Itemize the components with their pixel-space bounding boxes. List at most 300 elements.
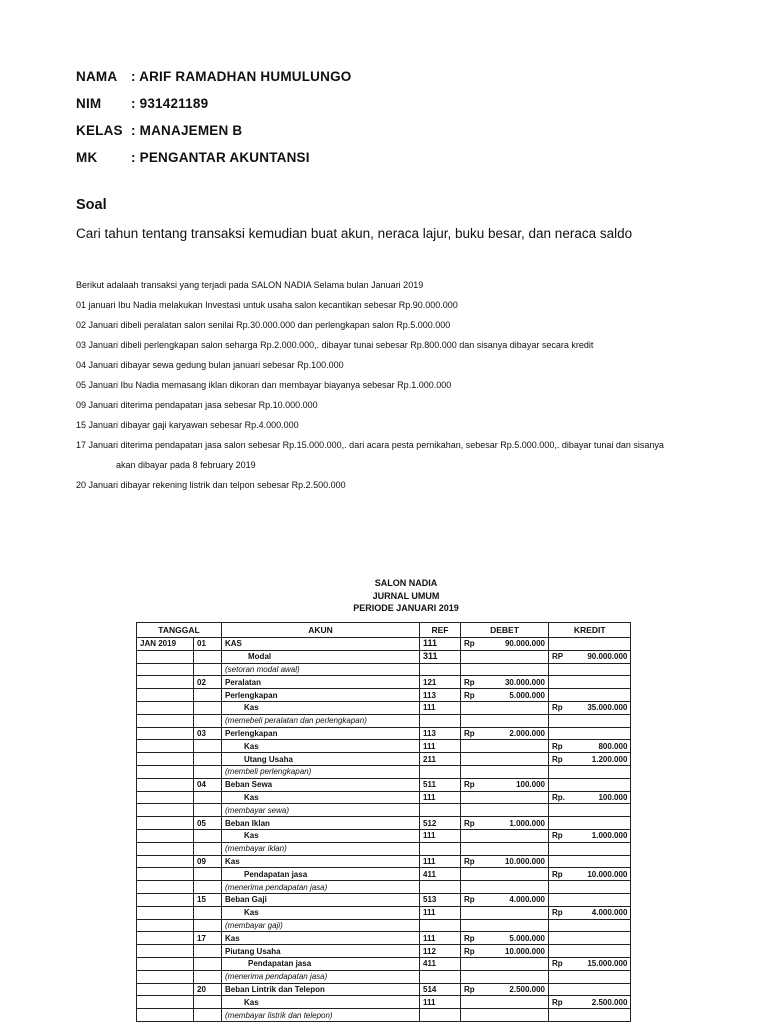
journal-cell-debet [481, 881, 549, 894]
journal-cell-month [137, 945, 194, 958]
journal-row [137, 727, 631, 740]
journal-cell-akun: Utang Usaha [222, 753, 420, 766]
journal-cell-akun: (membayar listrik dan telepon) [222, 1009, 420, 1022]
journal-row [137, 765, 631, 778]
journal-cell-debet-currency: Rp [461, 817, 481, 830]
journal-cell-debet-currency [461, 740, 481, 753]
journal-row [137, 932, 631, 945]
journal-cell-day: 03 [194, 727, 222, 740]
journal-cell-ref [420, 804, 461, 817]
student-info [76, 69, 351, 177]
journal-row [137, 996, 631, 1009]
journal-cell-kredit-currency [549, 804, 568, 817]
journal-cell-debet [481, 740, 549, 753]
journal-cell-debet-currency: Rp [461, 676, 481, 689]
journal-cell-kredit: 2.500.000 [568, 996, 631, 1009]
journal-cell-akun: (menerima pendapatan jasa) [222, 881, 420, 894]
journal-cell-kredit-currency [549, 842, 568, 855]
journal-cell-debet [481, 970, 549, 983]
journal-cell-debet-currency: Rp [461, 983, 481, 996]
journal-cell-month [137, 970, 194, 983]
info-value: : MANAJEMEN B [131, 123, 243, 138]
journal-cell-akun: Pendapatan jasa [222, 868, 420, 881]
journal-cell-akun: Perlengkapan [222, 727, 420, 740]
journal-cell-day [194, 701, 222, 714]
journal-cell-kredit-currency [549, 676, 568, 689]
journal-cell-ref: 113 [420, 727, 461, 740]
journal-cell-kredit [568, 817, 631, 830]
journal-cell-debet [481, 701, 549, 714]
journal-cell-month [137, 753, 194, 766]
journal-cell-day [194, 919, 222, 932]
journal-cell-akun: KAS [222, 638, 420, 651]
info-label: KELAS [76, 123, 123, 138]
journal-cell-ref [420, 765, 461, 778]
journal-cell-akun: (membayar sewa) [222, 804, 420, 817]
journal-cell-kredit-currency [549, 778, 568, 791]
journal-cell-month [137, 957, 194, 970]
journal-cell-month [137, 765, 194, 778]
journal-cell-month [137, 740, 194, 753]
journal-cell-debet-currency [461, 804, 481, 817]
journal-cell-debet: 4.000.000 [481, 893, 549, 906]
transaction-item: 05 Januari Ibu Nadia memasang iklan dikoran dan membayar biayanya sebesar Rp.1.000.000 [76, 380, 452, 390]
journal-row [137, 689, 631, 702]
journal-cell-kredit [568, 765, 631, 778]
journal-cell-kredit-currency: Rp [549, 868, 568, 881]
journal-cell-month [137, 906, 194, 919]
journal-cell-day: 02 [194, 676, 222, 689]
journal-cell-debet [481, 765, 549, 778]
info-value: : 931421189 [131, 96, 209, 111]
journal-cell-day [194, 650, 222, 663]
transaction-item: 02 Januari dibeli peralatan salon senilai Rp.30.000.000 dan perlengkapan salon Rp.5.000.000 [76, 320, 451, 330]
journal-cell-akun: Modal [222, 650, 420, 663]
journal-row [137, 919, 631, 932]
journal-cell-debet [481, 906, 549, 919]
journal-cell-kredit: 1.000.000 [568, 829, 631, 842]
journal-cell-akun: Beban Iklan [222, 817, 420, 830]
journal-cell-ref [420, 919, 461, 932]
journal-cell-kredit: 35.000.000 [568, 701, 631, 714]
journal-cell-akun: Beban Sewa [222, 778, 420, 791]
journal-cell-month [137, 919, 194, 932]
journal-cell-month [137, 727, 194, 740]
info-label: NIM [76, 96, 102, 111]
journal-cell-kredit [568, 970, 631, 983]
journal-row [137, 791, 631, 804]
journal-cell-kredit [568, 919, 631, 932]
journal-cell-debet: 2.000.000 [481, 727, 549, 740]
journal-cell-debet: 5.000.000 [481, 689, 549, 702]
journal-cell-kredit-currency: Rp [549, 740, 568, 753]
journal-cell-ref [420, 663, 461, 676]
journal-cell-akun: (membayar gaji) [222, 919, 420, 932]
journal-row [137, 817, 631, 830]
journal-cell-akun: Kas [222, 701, 420, 714]
journal-row [137, 714, 631, 727]
journal-row [137, 701, 631, 714]
journal-cell-kredit [568, 932, 631, 945]
journal-cell-kredit: 1.200.000 [568, 753, 631, 766]
journal-cell-kredit [568, 638, 631, 651]
journal-cell-akun: (menerima pendapatan jasa) [222, 970, 420, 983]
transaction-item: 17 Januari diterima pendapatan jasa salon sebesar Rp.15.000.000,. dari acara pesta pernikahan, sebesar Rp.5.000.000,. dibayar tunai dan sisanya [76, 440, 664, 450]
transaction-item: 01 januari Ibu Nadia melakukan Investasi untuk usaha salon kecantikan sebesar Rp.90.000.000 [76, 300, 458, 310]
journal-cell-ref: 111 [420, 906, 461, 919]
transaction-item: 20 Januari dibayar rekening listrik dan telpon sebesar Rp.2.500.000 [76, 480, 346, 490]
journal-cell-debet-currency: Rp [461, 893, 481, 906]
col-kredit: KREDIT [549, 623, 631, 638]
journal-name: JURNAL UMUM [372, 590, 440, 601]
journal-cell-day [194, 689, 222, 702]
info-row-mk [76, 150, 351, 177]
journal-row [137, 957, 631, 970]
journal-cell-ref: 121 [420, 676, 461, 689]
journal-cell-month [137, 868, 194, 881]
journal-row [137, 829, 631, 842]
journal-row [137, 740, 631, 753]
journal-cell-kredit [568, 881, 631, 894]
journal-cell-kredit-currency [549, 983, 568, 996]
journal-cell-debet [481, 753, 549, 766]
journal-cell-debet-currency: Rp [461, 855, 481, 868]
journal-cell-ref [420, 714, 461, 727]
journal-cell-akun: (setoran modal awal) [222, 663, 420, 676]
info-label: MK [76, 150, 98, 165]
journal-cell-akun: Piutang Usaha [222, 945, 420, 958]
journal-cell-debet-currency: Rp [461, 945, 481, 958]
journal-cell-debet-currency: Rp [461, 638, 481, 651]
journal-cell-kredit-currency [549, 689, 568, 702]
journal-cell-debet-currency: Rp [461, 778, 481, 791]
journal-cell-debet [481, 842, 549, 855]
journal-cell-debet-currency [461, 868, 481, 881]
journal-cell-debet [481, 957, 549, 970]
journal-cell-kredit [568, 689, 631, 702]
journal-cell-kredit-currency: Rp [549, 829, 568, 842]
journal-cell-ref [420, 881, 461, 894]
journal-cell-day: 20 [194, 983, 222, 996]
journal-cell-debet [481, 791, 549, 804]
journal-cell-akun: Peralatan [222, 676, 420, 689]
journal-cell-day: 05 [194, 817, 222, 830]
journal-cell-kredit-currency [549, 714, 568, 727]
journal-cell-kredit [568, 804, 631, 817]
journal-cell-debet [481, 829, 549, 842]
journal-cell-day [194, 842, 222, 855]
transaction-item: 15 Januari dibayar gaji karyawan sebesar Rp.4.000.000 [76, 420, 299, 430]
journal-cell-month [137, 689, 194, 702]
journal-cell-ref: 514 [420, 983, 461, 996]
journal-cell-kredit-currency [549, 932, 568, 945]
journal-cell-kredit-currency [549, 817, 568, 830]
journal-cell-month [137, 893, 194, 906]
journal-row [137, 804, 631, 817]
journal-cell-day [194, 881, 222, 894]
journal-cell-day [194, 804, 222, 817]
journal-cell-kredit-currency [549, 638, 568, 651]
journal-header-row [137, 623, 631, 638]
journal-cell-akun: Kas [222, 740, 420, 753]
journal-cell-kredit-currency [549, 727, 568, 740]
journal-cell-debet-currency [461, 791, 481, 804]
journal-cell-day: 04 [194, 778, 222, 791]
journal-cell-ref: 111 [420, 740, 461, 753]
journal-cell-ref: 111 [420, 996, 461, 1009]
journal-cell-debet-currency [461, 829, 481, 842]
col-tanggal: TANGGAL [137, 623, 222, 638]
journal-cell-day [194, 740, 222, 753]
journal-cell-debet-currency [461, 919, 481, 932]
journal-cell-ref: 211 [420, 753, 461, 766]
col-ref: REF [420, 623, 461, 638]
journal-cell-debet-currency [461, 906, 481, 919]
journal-cell-akun: Kas [222, 855, 420, 868]
journal-cell-debet-currency: Rp [461, 932, 481, 945]
journal-cell-ref [420, 1009, 461, 1022]
journal-cell-kredit-currency [549, 881, 568, 894]
journal-cell-debet-currency [461, 881, 481, 894]
journal-row [137, 676, 631, 689]
journal-cell-kredit [568, 663, 631, 676]
journal-cell-debet-currency [461, 842, 481, 855]
journal-cell-debet [481, 804, 549, 817]
journal-cell-day [194, 906, 222, 919]
journal-cell-month [137, 701, 194, 714]
journal-cell-ref [420, 970, 461, 983]
transaction-list [76, 279, 746, 499]
transaction-item: 09 Januari diterima pendapatan jasa sebesar Rp.10.000.000 [76, 400, 318, 410]
journal-cell-kredit: 800.000 [568, 740, 631, 753]
journal-cell-ref: 512 [420, 817, 461, 830]
journal-cell-day [194, 829, 222, 842]
journal-cell-kredit [568, 1009, 631, 1022]
journal-cell-kredit-currency: Rp [549, 701, 568, 714]
journal-cell-day [194, 714, 222, 727]
journal-cell-debet: 1.000.000 [481, 817, 549, 830]
journal-cell-ref: 112 [420, 945, 461, 958]
journal-cell-month [137, 804, 194, 817]
journal-row [137, 881, 631, 894]
journal-cell-kredit [568, 893, 631, 906]
journal-row [137, 868, 631, 881]
journal-cell-ref: 111 [420, 932, 461, 945]
journal-row [137, 663, 631, 676]
journal-cell-debet [481, 714, 549, 727]
journal-cell-day [194, 791, 222, 804]
transaction-item-continued: akan dibayar pada 8 february 2019 [116, 460, 256, 470]
journal-cell-day: 17 [194, 932, 222, 945]
journal-cell-month [137, 650, 194, 663]
journal-cell-month [137, 778, 194, 791]
journal-cell-ref: 113 [420, 689, 461, 702]
journal-cell-debet: 100.000 [481, 778, 549, 791]
journal-cell-kredit: 90.000.000 [568, 650, 631, 663]
transaction-item: 03 Januari dibeli perlengkapan salon seharga Rp.2.000.000,. dibayar tunai sebesar Rp.800.000 dan sisanya dibayar secara kredit [76, 340, 594, 350]
journal-cell-kredit-currency: Rp [549, 996, 568, 1009]
journal-cell-kredit-currency [549, 1009, 568, 1022]
journal-cell-kredit [568, 778, 631, 791]
journal-cell-month [137, 714, 194, 727]
journal-cell-day: 15 [194, 893, 222, 906]
journal-row [137, 855, 631, 868]
journal-cell-debet [481, 663, 549, 676]
journal-cell-month [137, 663, 194, 676]
journal-cell-debet: 30.000.000 [481, 676, 549, 689]
journal-cell-day: 01 [194, 638, 222, 651]
journal-cell-debet: 10.000.000 [481, 945, 549, 958]
journal-cell-akun: Kas [222, 996, 420, 1009]
journal-cell-kredit-currency [549, 855, 568, 868]
journal-cell-day [194, 996, 222, 1009]
transaction-intro: Berikut adalaah transaksi yang terjadi pada SALON NADIA Selama bulan Januari 2019 [76, 280, 424, 290]
journal-cell-kredit [568, 842, 631, 855]
journal-cell-month [137, 932, 194, 945]
journal-cell-debet [481, 868, 549, 881]
journal-cell-day [194, 945, 222, 958]
journal-cell-day [194, 957, 222, 970]
journal-cell-debet-currency [461, 996, 481, 1009]
journal-table [136, 622, 631, 1022]
journal-row [137, 753, 631, 766]
journal-cell-ref: 511 [420, 778, 461, 791]
journal-cell-akun: Kas [222, 906, 420, 919]
info-row-nim [76, 96, 351, 123]
journal-cell-debet: 90.000.000 [481, 638, 549, 651]
info-label: NAMA [76, 69, 118, 84]
journal-cell-akun: Kas [222, 829, 420, 842]
journal-cell-kredit: 100.000 [568, 791, 631, 804]
journal-cell-month [137, 996, 194, 1009]
journal-cell-kredit [568, 714, 631, 727]
journal-row [137, 970, 631, 983]
journal-cell-month [137, 855, 194, 868]
journal-cell-ref: 111 [420, 829, 461, 842]
journal-cell-debet-currency [461, 970, 481, 983]
journal-cell-debet-currency [461, 1009, 481, 1022]
journal-cell-ref [420, 842, 461, 855]
journal-period: PERIODE JANUARI 2019 [353, 603, 459, 613]
journal-cell-kredit [568, 676, 631, 689]
journal-cell-day [194, 868, 222, 881]
journal-row [137, 1009, 631, 1022]
journal-cell-debet-currency [461, 753, 481, 766]
journal-cell-kredit-currency: RP [549, 650, 568, 663]
journal-cell-day [194, 1009, 222, 1022]
journal-cell-akun: Pendapatan jasa [222, 957, 420, 970]
info-value: : ARIF RAMADHAN HUMULUNGO [131, 69, 352, 84]
journal-cell-ref: 111 [420, 855, 461, 868]
journal-cell-kredit [568, 727, 631, 740]
journal-cell-kredit [568, 983, 631, 996]
journal-cell-month [137, 817, 194, 830]
journal-cell-ref: 111 [420, 701, 461, 714]
journal-cell-month [137, 1009, 194, 1022]
journal-cell-akun: Beban Gaji [222, 893, 420, 906]
journal-cell-day: 09 [194, 855, 222, 868]
journal-cell-kredit [568, 945, 631, 958]
journal-row [137, 906, 631, 919]
journal-cell-debet [481, 919, 549, 932]
col-akun: AKUN [222, 623, 420, 638]
journal-cell-kredit: 10.000.000 [568, 868, 631, 881]
journal-cell-debet-currency [461, 663, 481, 676]
journal-cell-akun: Kas [222, 932, 420, 945]
journal-cell-kredit-currency [549, 945, 568, 958]
journal-cell-kredit-currency [549, 765, 568, 778]
transaction-item: 04 Januari dibayar sewa gedung bulan januari sebesar Rp.100.000 [76, 360, 344, 370]
journal-cell-debet: 5.000.000 [481, 932, 549, 945]
journal-cell-debet [481, 1009, 549, 1022]
journal-cell-akun: (membeli perlengkapan) [222, 765, 420, 778]
journal-cell-month [137, 791, 194, 804]
journal-cell-debet-currency [461, 957, 481, 970]
col-debet: DEBET [461, 623, 549, 638]
journal-cell-debet: 2.500.000 [481, 983, 549, 996]
journal-cell-akun: (memebeli peralatan dan perlengkapan) [222, 714, 420, 727]
journal-cell-debet [481, 996, 549, 1009]
journal-cell-month: JAN 2019 [137, 638, 194, 651]
journal-row [137, 842, 631, 855]
journal-row [137, 893, 631, 906]
journal-cell-month [137, 983, 194, 996]
journal-cell-debet: 10.000.000 [481, 855, 549, 868]
journal-cell-ref: 411 [420, 957, 461, 970]
journal-cell-debet-currency [461, 701, 481, 714]
journal-cell-month [137, 842, 194, 855]
journal-cell-kredit-currency: Rp [549, 957, 568, 970]
journal-cell-debet-currency [461, 765, 481, 778]
journal-row [137, 638, 631, 651]
journal-cell-ref: 111 [420, 791, 461, 804]
journal-cell-debet-currency [461, 650, 481, 663]
soal-heading: Soal [76, 197, 107, 213]
info-value: : PENGANTAR AKUNTANSI [131, 150, 310, 165]
journal-cell-ref: 311 [420, 650, 461, 663]
journal-cell-month [137, 676, 194, 689]
journal-cell-akun: Beban Lintrik dan Telepon [222, 983, 420, 996]
journal-cell-debet-currency: Rp [461, 689, 481, 702]
journal-cell-akun: (membayar iklan) [222, 842, 420, 855]
question-text: Cari tahun tentang transaksi kemudian buat akun, neraca lajur, buku besar, dan neraca saldo [76, 226, 633, 241]
journal-cell-debet [481, 650, 549, 663]
journal-cell-kredit: 15.000.000 [568, 957, 631, 970]
journal-cell-day [194, 765, 222, 778]
journal-row [137, 983, 631, 996]
journal-cell-debet-currency [461, 714, 481, 727]
info-row-nama [76, 69, 351, 96]
journal-row [137, 778, 631, 791]
journal-cell-month [137, 829, 194, 842]
journal-row [137, 650, 631, 663]
journal-row [137, 945, 631, 958]
journal-cell-day [194, 970, 222, 983]
journal-cell-kredit-currency [549, 919, 568, 932]
journal-cell-kredit-currency: Rp. [549, 791, 568, 804]
journal-cell-kredit [568, 855, 631, 868]
journal-cell-kredit-currency [549, 970, 568, 983]
journal-cell-kredit-currency: Rp [549, 753, 568, 766]
journal-company: SALON NADIA [374, 578, 438, 588]
journal-title [300, 577, 512, 615]
info-row-kelas [76, 123, 351, 150]
journal-cell-kredit: 4.000.000 [568, 906, 631, 919]
journal-cell-akun: Perlengkapan [222, 689, 420, 702]
journal-cell-debet-currency: Rp [461, 727, 481, 740]
journal-cell-ref: 411 [420, 868, 461, 881]
journal-cell-kredit-currency: Rp [549, 906, 568, 919]
